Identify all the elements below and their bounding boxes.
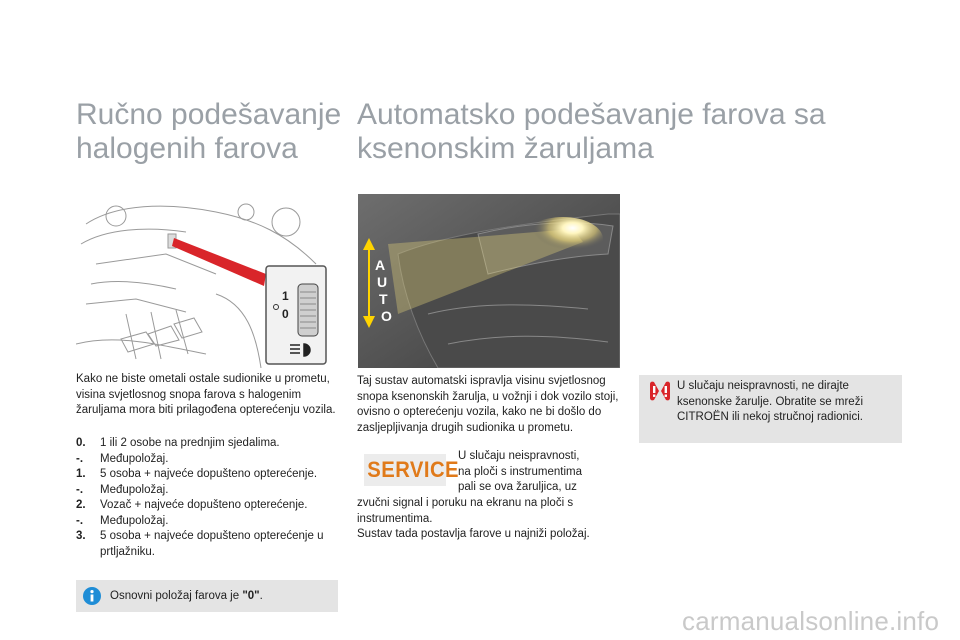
service-text-top: U slučaju neispravnosti, na ploči s instrumentima pali se ova žaruljica, uz [458, 450, 582, 493]
list-item: 0. 1 ili 2 osobe na prednjim sjedalima. [76, 437, 280, 449]
load-position-list [76, 436, 338, 560]
xenon-headlamp-drawing [358, 194, 620, 368]
service-label: SERVICE [367, 457, 459, 482]
service-warning-lamp [364, 454, 459, 486]
xenon-headlamp-illustration [358, 194, 620, 368]
list-item: -. Međupoložaj. [76, 452, 169, 465]
middle-intro-text: Taj sustav automatski ispravlja visinu svjetlosnog snopa ksenonskih žarulja, u vožnji i dok vozilo stoji, ovisno o opterećenju vozila, kako ne bi došlo do zasljepljivanja drugih sudionika u prometu. [357, 375, 619, 434]
middle-title: Automatsko podešavanje farova sa ksenonskim žaruljama [357, 98, 826, 165]
warning-icon [648, 381, 672, 401]
left-title: Ručno podešavanje halogenih farova [76, 98, 342, 165]
warning-text: U slučaju neispravnosti, ne dirajte ksenonske žarulje. Obratite se mreži CITROËN ili nekoj stručnoj radionici. [677, 380, 863, 423]
auto-letter-a: A [375, 257, 386, 273]
footer-site[interactable]: carmanualsonline.info [682, 606, 940, 636]
list-item: -. Međupoložaj. [76, 514, 169, 527]
warning-box [639, 375, 902, 443]
service-text-bottom: zvučni signal i poruku na ekranu na ploči s instrumentima. Sustav tada postavlja farove u najniži položaj. [357, 497, 590, 540]
list-item: 3. 5 osoba + najveće dopušteno opterećenje u prtljažniku. [76, 530, 324, 558]
dial-top-label: 1 [282, 289, 289, 303]
list-item: 2. Vozač + najveće dopušteno opterećenje. [76, 499, 308, 511]
auto-letter-t: T [379, 291, 388, 307]
headlamp-adjuster-illustration [76, 194, 336, 368]
dashboard-pedals-drawing [76, 194, 336, 368]
list-item: 1. 5 osoba + najveće dopušteno opterećenje. [76, 468, 318, 480]
auto-letter-o: O [381, 308, 392, 324]
left-intro-text: Kako ne biste ometali ostale sudionike u prometu, visina svjetlosnog snopa farova s halogenim žaruljama mora biti prilagođena opterećenju vozila. [76, 373, 336, 416]
info-box [76, 580, 338, 612]
list-item: -. Međupoložaj. [76, 483, 169, 496]
dial-bottom-label: 0 [282, 307, 289, 321]
auto-letter-u: U [377, 274, 388, 290]
info-text: Osnovni položaj farova je "0". [110, 590, 263, 602]
info-icon [82, 586, 102, 606]
